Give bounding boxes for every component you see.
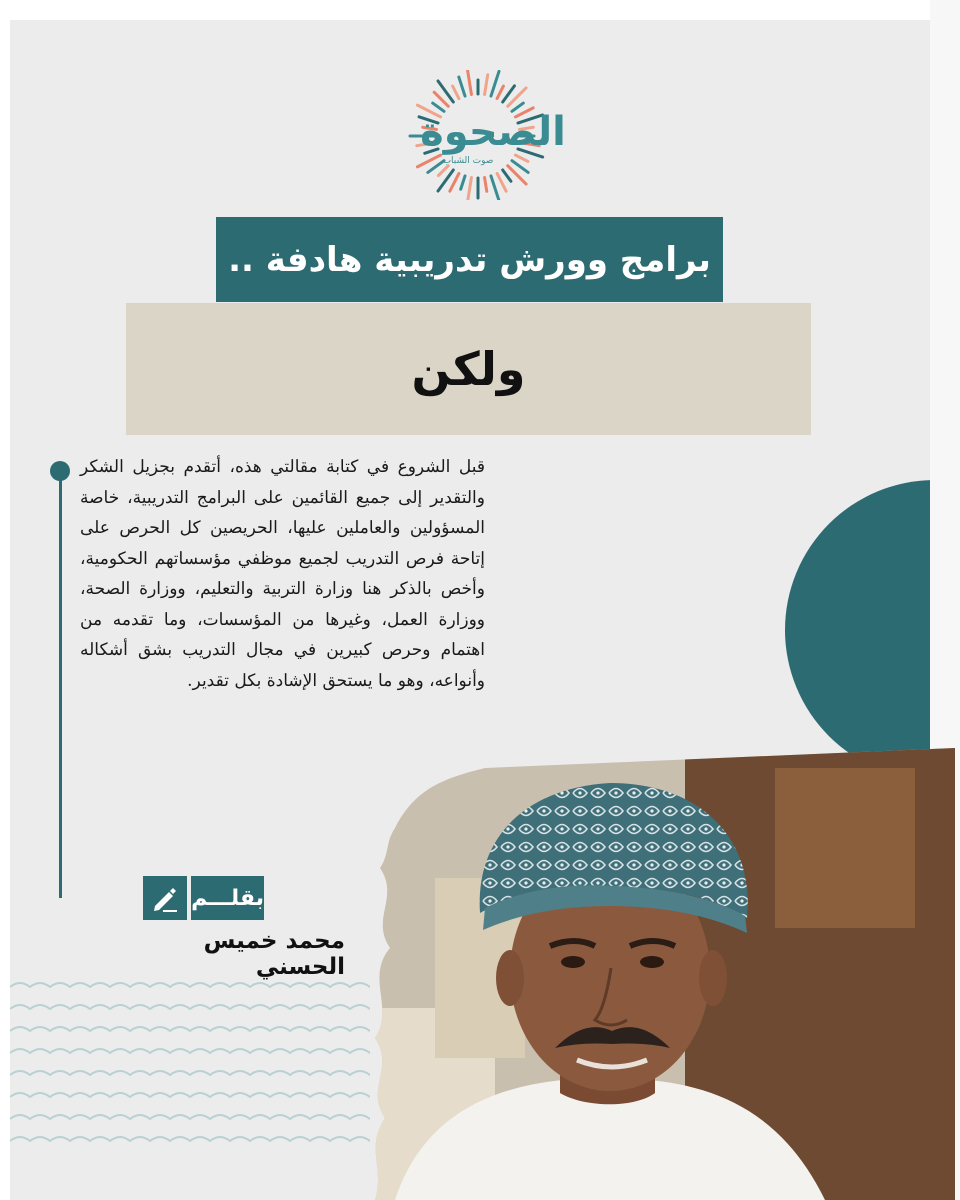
wave-line	[10, 1027, 370, 1031]
author-name: محمد خميس الحسني	[203, 928, 345, 980]
brand-name: الصحوة	[420, 109, 566, 155]
pen-icon	[143, 876, 187, 920]
wave-line	[10, 1093, 370, 1097]
wave-line	[10, 1049, 370, 1053]
wave-pattern	[10, 975, 370, 1160]
logo-ray	[497, 173, 506, 191]
wave-line	[10, 1005, 370, 1009]
brand-logo	[380, 70, 580, 200]
logo-ray	[467, 177, 471, 200]
logo-ray	[491, 71, 499, 96]
byline-badge	[143, 876, 264, 920]
brand-tagline: صوت الشباب	[442, 156, 494, 166]
logo-ray	[497, 86, 503, 98]
byline-label: بقلـــم	[191, 876, 264, 920]
article-body: قبل الشروع في كتابة مقالتي هذه، أتقدم بجزيل الشكر والتقدير إلى جميع القائمين على البرامج التدريبية، خاصة المسؤولين والعاملين عليها، الحريصين كل الحرص على إتاحة فرص التدريب لجميع موظفي مؤسساتهم الحكومية، وأخص بالذكر هنا وزارة التربية والتعليم، ووزارة الصحة، ووزارة العمل، وغيرها من المؤسسات، وما تقدمه من اهتمام وحرص كبيرين في مجال التدريب بشق أشكاله وأنواعه، وهو ما يستحق الإشادة بكل تقدير.	[80, 457, 485, 691]
logo-ray	[485, 177, 487, 191]
headline-banner	[216, 217, 723, 302]
logo-ray	[453, 86, 459, 98]
logo-ray	[459, 77, 465, 96]
wave-line	[10, 1115, 370, 1119]
logo-ray	[461, 176, 465, 189]
accent-line	[59, 470, 62, 898]
logo-ray	[467, 70, 471, 95]
logo-ray	[438, 166, 448, 176]
wave-line	[10, 1071, 370, 1075]
decorative-circle	[785, 480, 930, 780]
logo-ray	[491, 176, 499, 200]
logo-ray	[503, 170, 511, 181]
wave-line	[10, 983, 370, 987]
logo-ray	[450, 173, 459, 191]
accent-dot	[50, 461, 70, 481]
subtitle-banner	[126, 303, 811, 435]
author-photo	[355, 748, 955, 1200]
wave-line	[10, 1137, 370, 1141]
page-title: برامج وورش تدريبية هادفة ..	[228, 239, 711, 280]
logo-ray	[485, 75, 488, 95]
page-subtitle: ولكن	[411, 342, 526, 396]
